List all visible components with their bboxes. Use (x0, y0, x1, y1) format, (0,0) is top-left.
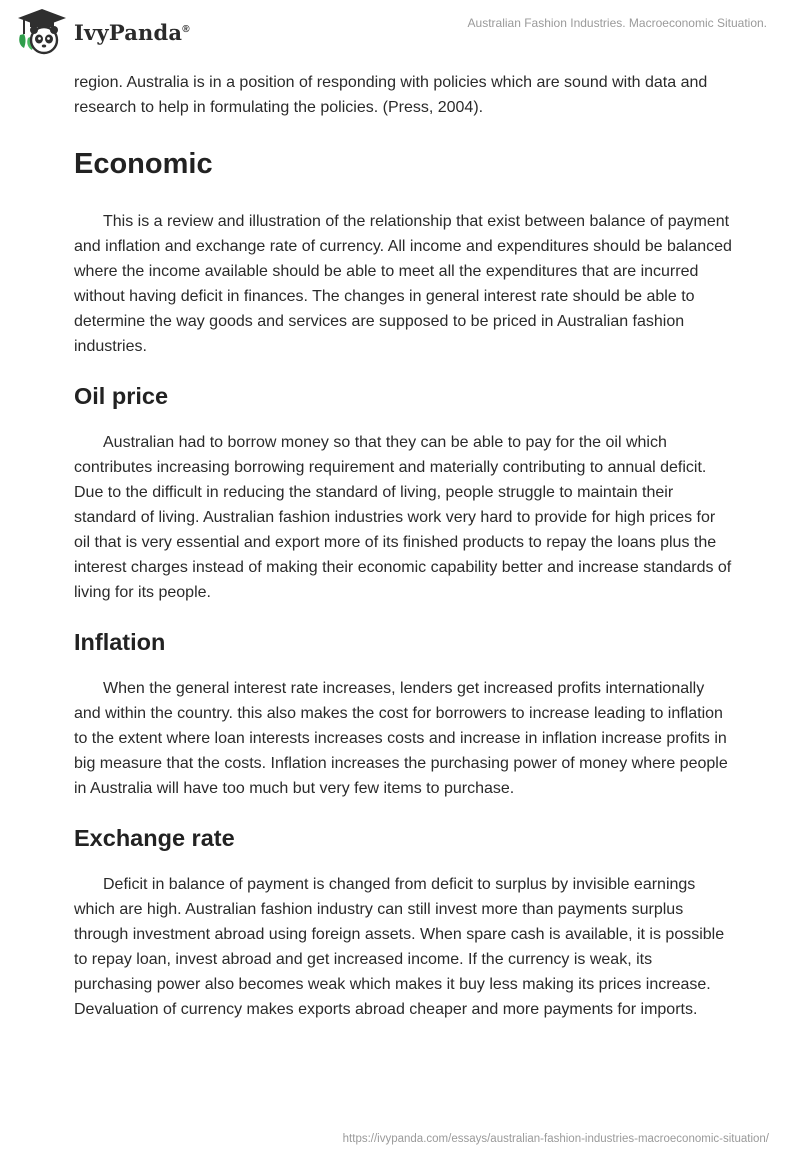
paragraph-economic: This is a review and illustration of the relationship that exist between balance of payment and inflation and exchange rate of currency. All income and expenditures should be balanced where the income available should be able to meet all the expenditures that are incurred without having deficit in finances. The changes in general interest rate should be able to determine the way goods and services are supposed to be priced in Australian fashion industries. (74, 213, 732, 355)
heading-oil-price: Oil price (74, 383, 169, 409)
paragraph-inflation: When the general interest rate increases, lenders get increased profits internationally and within the country. this also makes the cost for borrowers to increase leading to inflation to the extent where loan interests increases costs and increase in inflation increase profits in big measure that the costs. Inflation increases the purchasing power of money where people in Australia will have too much but very few items to purchase. (74, 680, 728, 797)
article-body (74, 70, 734, 1022)
heading-exchange-rate: Exchange rate (74, 825, 235, 851)
paragraph-exchange-rate: Deficit in balance of payment is changed from deficit to surplus by invisible earnings which are high. Australian fashion industry can still invest more than payments surplus through investment abroad using foreign assets. When spare cash is available, it is possible to repay loan, invest abroad and get increased income. If the currency is weak, its purchasing power also becomes weak which makes it buy less making its prices increase. Devaluation of currency makes exports abroad cheaper and more payments for imports. (74, 876, 725, 1018)
document-title: Australian Fashion Industries. Macroeconomic Situation. (467, 16, 767, 30)
ivypanda-logo[interactable] (14, 8, 190, 56)
page-header (0, 0, 800, 64)
heading-economic: Economic (74, 148, 213, 180)
logo-wordmark: IvyPanda® (74, 19, 190, 45)
intro-paragraph: region. Australia is in a position of responding with policies which are sound with data and research to help in formulating the policies. (Press, 2004). (74, 74, 708, 116)
paragraph-oil-price: Australian had to borrow money so that they can be able to pay for the oil which contributes increasing borrowing requirement and materially contributing to annual deficit. Due to the difficult in reducing the standard of living, people struggle to maintain their standard of living. Australian fashion industries work very hard to provide for high prices for oil that is very essential and export more of its finished products to repay the loans plus the interest charges instead of making their economic capability better and increase standards of living for its people. (74, 434, 732, 601)
heading-inflation: Inflation (74, 629, 166, 655)
panda-logo-icon (14, 8, 70, 56)
source-url[interactable]: https://ivypanda.com/essays/australian-fashion-industries-macroeconomic-situation/ (342, 1133, 769, 1145)
